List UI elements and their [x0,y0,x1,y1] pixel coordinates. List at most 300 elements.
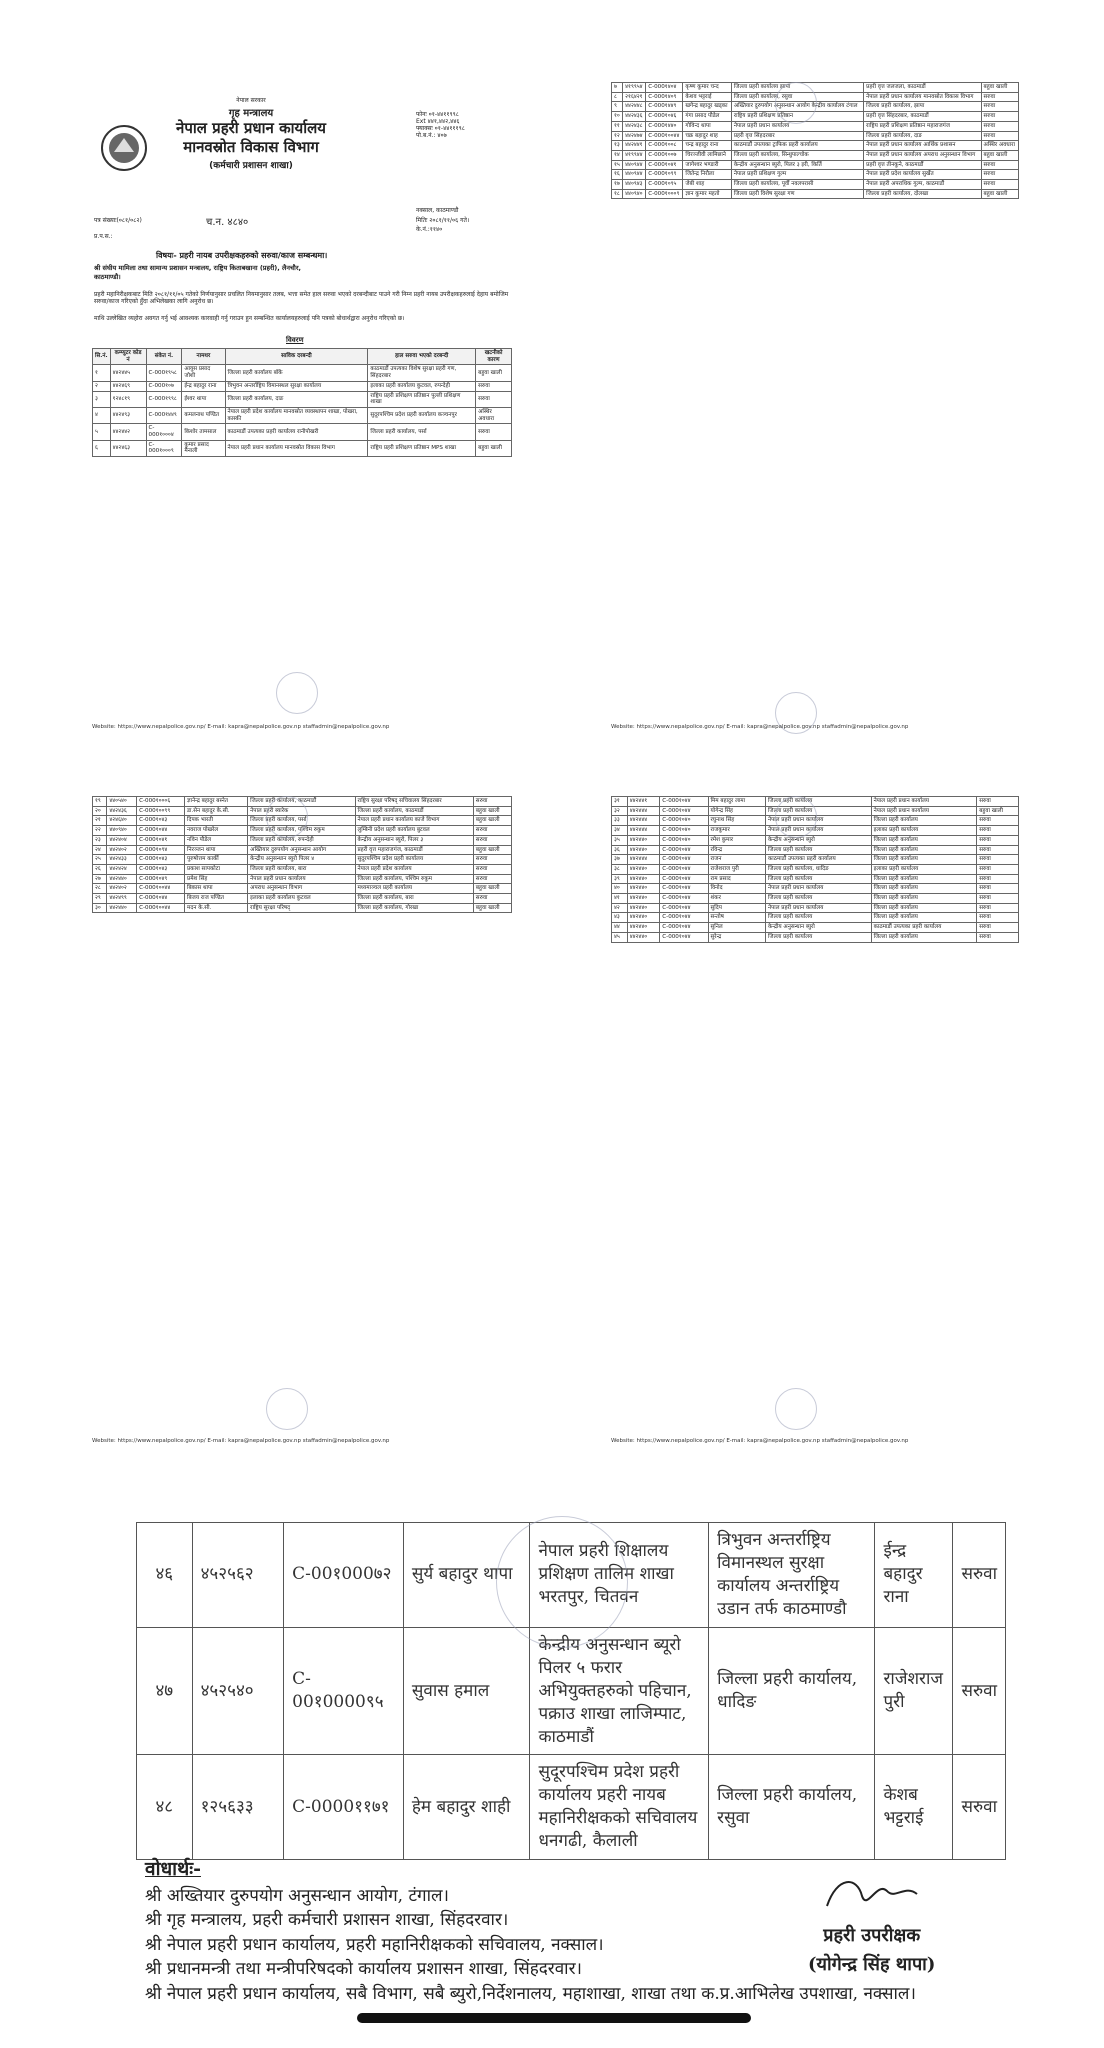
table-cell: C-000१०४४ [660,845,708,855]
table-cell: राजकुमार [708,826,765,836]
table-cell: सरुवा [977,894,1019,904]
table-cell: ४१९९४४ [623,150,646,160]
table-cell: नेपाल प्रहरी प्रधान कार्यालय [871,797,977,807]
table-cell: निरञ्जन थापा [185,845,248,855]
table-cell: मिम बहादुर लामा [708,797,765,807]
table-cell: ईन्द्र बहादुर राना [875,1523,953,1628]
table-cell: ४४ [612,923,628,933]
table-cell: चक्र बहादुर शाह [683,131,731,141]
page-footer: Website: https://www.nepalpolice.gov.np/ E-mail: kapra@nepalpolice.gov.np staffadmin@nepalpolice.gov.np [92,1438,390,1444]
table-cell: सरुवा [977,903,1019,913]
table-cell: सरुवा [473,874,511,884]
table-cell: C-000१०९९ [646,170,683,180]
table-cell: राष्ट्रिय प्रहरी प्रशिक्षण प्रतिष्ठान पुल्ली प्रशिक्षण शाखा [368,391,476,407]
table-cell: १२४८१९ [110,391,146,407]
table-cell: ४४०९४४ [623,160,646,170]
table-cell: कुमार प्रसाद मैनाली [182,440,225,456]
table-cell: C-000१००४४ [646,131,683,141]
table-row [612,189,1019,199]
table-cell: नेपाल प्रहरी प्रधान कार्यालय [765,903,871,913]
table-cell: जिल्ला प्रहरी कार्यालय [871,932,977,942]
table-cell: ज्ञानेन्द्र बहादुर बस्नेत [185,797,248,807]
office-stamp [266,796,308,838]
table-cell: केन्द्रीय अनुसन्धान ब्युरो पिलर ४ [248,855,355,865]
table-cell: २४ [93,845,107,855]
office-stamp [775,1388,817,1430]
table-cell: ४३ [612,913,628,923]
table-cell: C-000१०००९ [646,189,683,199]
table-cell: ४४२४२४ [107,864,137,874]
col-code: कम्प्युटर कोड नं [110,349,146,365]
table-row [612,150,1019,160]
table-cell: बहुवा खाली [473,816,511,826]
table-cell: जिल्ला प्रहरी कार्यालय, पूर्वी नवलपरासी [731,180,863,190]
table-cell: सरुवा [953,1755,1006,1860]
table-cell: खगेन्द्र बहादुर खड्का [683,102,731,112]
table-cell: C-000१४४९ [146,407,182,423]
table-cell: जिल्ला प्रहरी कार्यालय झापा [731,83,863,93]
table-cell: बहुवा खाली [476,440,512,456]
signatory-name: (योगेन्द्र सिंह थापा) [808,1953,936,1975]
table-row [612,826,1019,836]
table-cell: जिल्ला प्रहरी कार्यालय [871,913,977,923]
table-cell: सरुवा [473,894,511,904]
table-cell: बिजय राज पण्डित [185,894,248,904]
table-cell: ४५२५६२ [192,1523,284,1628]
table-cell: १२ [612,131,623,141]
department-name: मानवस्रोत विकास विभाग [183,138,319,157]
table-row [612,932,1019,942]
table-cell: बहुवा खाली [981,83,1019,93]
table-row [93,424,512,440]
table-cell: इलाका प्रहरी कार्यालय कुटवल, रुपन्देही [368,381,476,391]
table-cell: जिल्ला प्रहरी कार्यालय [765,932,871,942]
table-cell: ४४२४४० [627,894,660,904]
table-cell: १५ [612,160,623,170]
table-cell: सुदूरपश्चिम प्रदेश प्रहरी कार्यालय [355,855,473,865]
table-cell: राष्ट्रिय प्रहरी प्रशिक्षण प्रतिष्ठान MPS शाखा [368,440,476,456]
table-cell: ४४२४४४ [627,806,660,816]
table-cell: जिल्ला प्रहरी कार्यालय [765,913,871,923]
table-cell: २ [93,381,111,391]
table-cell: नेपाल प्रहरी ब्यारेक [248,806,355,816]
table-cell: काठमाडौं उपत्यका विशेष सुरक्षा प्रहरी गण, सिंहदरबार [368,365,476,381]
table-cell: नेपाल प्रहरी प्रधान कार्यालय आर्थिक प्रशासन [864,141,981,151]
table-cell: प्रहरी वृत्त तीनकुने, काठमाडौं [864,160,981,170]
table-row [93,884,512,894]
table-cell: सरुवा [977,923,1019,933]
table-cell: विनोद [708,884,765,894]
table-cell: राष्ट्रिय सुरक्षा परिषद् [248,903,355,913]
table-cell: जिल्ला प्रहरी कार्यालय [871,884,977,894]
table-cell: केन्द्रीय अनुसन्धान ब्युरो [765,923,871,933]
table-cell: सरुवा [977,845,1019,855]
table-cell: जिल्ला प्रहरी कार्यालय, धादिङ [765,864,871,874]
col-name: नामथर [182,349,225,365]
table-cell: जिल्ला प्रहरी कार्यालय [871,855,977,865]
table-cell: C-000१००९९ [137,806,185,816]
table-cell: C-000१०४० [660,816,708,826]
table-cell: C-000१०४४ [660,855,708,865]
table-cell: ३८ [612,864,628,874]
table-cell: C-000१०४४ [660,806,708,816]
date: मितिः २०८१/११/०६ गते। [416,217,470,224]
table-cell: C-000१४०४ [646,83,683,93]
cc-item: श्री नेपाल प्रहरी प्रधान कार्यालय, प्रहरी महानिरीक्षकको सचिवालय, नक्साल। [145,1934,604,1955]
table-cell: C-000१०४३ [137,855,185,865]
table-cell: १७ [612,180,623,190]
table-cell: ४४२४४१ [627,797,660,807]
page-3 [86,796,518,1456]
table-row [612,121,1019,131]
table-cell: ४४२४४० [627,903,660,913]
table-cell: सरुवा [476,381,512,391]
ministry-name: गृह मन्त्रालय [228,107,274,119]
table-cell: १२५६३३ [192,1755,284,1860]
table-cell: त्रिभुवन अन्तर्राष्ट्रिय विमानस्थल सुरक्षा कार्यालय [225,381,368,391]
table-cell: सुवास हमाल [403,1627,530,1755]
table-cell: ४४२४७४ [623,131,646,141]
table-cell: ४४०९४० [623,189,646,199]
table-cell: C-000१०४० [660,835,708,845]
table-cell: राष्ट्रिय प्रहरी प्रशिक्षण प्रतिष्ठान [731,112,863,122]
table-cell: नेपाल प्रहरी प्रधान कार्यालय [765,884,871,894]
table-cell: ४२ [612,903,628,913]
cc-list [145,1856,916,2007]
table-cell: चिरञ्जीवी लामिछाने [683,150,731,160]
list-title: विवरण [286,336,304,344]
table-cell: ४५ [612,932,628,942]
table-cell: सरुवा [977,913,1019,923]
table-cell: जिल्ला प्रहरी कार्यालय, दाङ [225,391,368,407]
table-cell: जिल्ला प्रहरी कार्यालय, रसुवा [709,1755,875,1860]
table-row [93,391,512,407]
table-row [612,874,1019,884]
table-row [93,855,512,865]
table-row [612,160,1019,170]
table-cell: नेपाल प्रहरी प्रधान कार्यालय [248,874,355,884]
gov-name: नेपाल सरकार [236,97,266,104]
table-cell: जिल्ला प्रहरी कार्यालय, दोलखा [864,189,981,199]
office-stamp [775,82,817,124]
table-cell: सरुवा [473,826,511,836]
table-cell: C-000१०४४ [660,884,708,894]
table-row [612,797,1019,807]
table-cell: जिल्ला प्रहरी कार्यालय, सिन्धुपाल्चोक [731,150,863,160]
table-cell: ४६ [137,1523,193,1628]
table-cell: C-000१४४० [646,121,683,131]
table-row [612,835,1019,845]
table-cell: सरुवा [953,1627,1006,1755]
table-row [612,83,1019,93]
table-cell: ४४२४४४ [627,826,660,836]
table-cell: जिल्ला प्रहरी कार्यालय [871,816,977,826]
table-cell: सरुवा [981,180,1019,190]
table-cell: लुम्बिनी प्रदेश प्रहरी कार्यालय बुटवल [355,826,473,836]
table-cell: ४४२४४८ [623,102,646,112]
phone: फोनः ०१-४४११९९८ [416,111,459,118]
table-cell: सरुवा [981,170,1019,180]
table-cell: जिल्ला प्रहरी कार्यालय, काठमाडौं [355,806,473,816]
table-cell: जितेन्द्र निरौला [683,170,731,180]
table-row [93,365,512,381]
table-cell: आयुस प्रसाद जोशी [182,365,225,381]
table-cell: जिल्ला प्रहरी कार्यालय, पर्सा [368,424,476,440]
table-cell: ४४०५४० [107,797,137,807]
office-stamp [496,1516,628,1648]
table-cell: चन्द्र बहादुर राना [683,141,731,151]
table-cell: ४४२४०२ [107,845,137,855]
cc-item: श्री नेपाल प्रहरी प्रधान कार्यालय, सबै विभाग, सबै ब्युरो,निर्देशनालय, महाशाखा, शाखा तथा क.प्र.आभिलेख उपशाखा, नक्साल। [145,1984,916,2005]
table-cell: जिल्ला प्रहरी कार्यालय [871,835,977,845]
signature-scribble-icon [817,1876,927,1912]
table-cell: १९ [93,797,107,807]
table-cell: २८ [93,884,107,894]
table-cell: ४४२४४४ [627,855,660,865]
table-cell: ३३ [612,816,628,826]
table-cell: सरुवा [473,835,511,845]
table-cell: २१ [93,816,107,826]
table-cell: ४४२४४० [627,923,660,933]
table-row [93,864,512,874]
table-cell: C-000१०४४ [660,894,708,904]
table-cell: ४४०९४४ [623,170,646,180]
table-cell: सरुवा [977,932,1019,942]
table-cell: प्रहरी वृत्त सिंहदरबार, काठमाडौं [864,112,981,122]
table-cell: नेपाल प्रहरी प्रधान कार्यालय मानवस्रोत विकास विभाग [225,440,368,456]
table-cell: २६ [93,864,107,874]
table-cell: जिल्ला प्रहरी कार्यालय, रुपन्देही [248,835,355,845]
file-ref: के.नं.:११४० [416,226,443,233]
place: नक्साल, काठमाण्डौ [416,207,459,214]
table-cell: इलाका प्रहरी कार्यालय [871,864,977,874]
table-cell: २१६४२१ [623,92,646,102]
table-cell: जिल्ला प्रहरी कार्यालय, पर्सा [248,816,355,826]
table-cell: सरुवा [977,874,1019,884]
table-cell: नेपाल प्रहरी प्रदेश कार्यालय मानवस्रोत व्यवस्थापन शाखा, पोखरा, कास्की [225,407,368,423]
table-cell: जिल्ला प्रहरी कार्यालय, गोरखा [355,903,473,913]
table-cell: नेपाल प्रहरी प्रशिक्षण गुल्म [731,170,863,180]
table-cell: केशब भट्टराई [875,1755,953,1860]
table-row [93,835,512,845]
pra-ps: प्र.प.स.: [94,233,113,240]
table-cell: ४४२४४० [627,864,660,874]
table-cell: सुदिप [708,903,765,913]
table-cell: ४ [93,407,111,423]
table-row [612,845,1019,855]
table-cell: योगेन्द्र सिंह [708,806,765,816]
table-cell: गोविन्द थापा [683,121,731,131]
table-cell: नेपाल प्रहरी शिक्षालय प्रशिक्षण तालिम शाखा भरतपुर, चितवन [530,1523,709,1628]
table-cell: जिल्ला प्रहरी कार्यालय, धादिङ [709,1627,875,1755]
page-1 [86,82,518,742]
table-row [93,381,512,391]
table-cell: ४४०९४३ [623,180,646,190]
table-cell: कृष्ण कुमार चन्द [683,83,731,93]
table-cell: केन्द्रीय अनुसन्धान ब्युरो, पिलर ३ इरी, किर्ति [731,160,863,170]
table-cell: ४४२४४० [627,845,660,855]
table-cell: राजेशराज पुरी [708,864,765,874]
table-cell: अख्तियार दुरुपयोग अनुसन्धान आयोग [248,845,355,855]
table-cell: जिल्ला प्रहरी कार्यालय, बारा [355,894,473,904]
table-cell: २७ [93,874,107,884]
dispatch-number: च.न. ४८४० [206,217,249,228]
table-cell: केशव भट्टराई [683,92,731,102]
signatory-title: प्रहरी उपरीक्षक [823,1924,921,1946]
table-cell: C-000१०४४ [137,894,185,904]
table-cell: ४२४६४० [107,816,137,826]
table-cell: ४४२४३८ [623,121,646,131]
table-cell: C-000१०४४ [137,826,185,836]
col-current: हाल सरुवा भएको दरबन्दी [368,349,476,365]
table-cell: अख्तियार दुरुपयोग अनुसन्धान आयोग केन्द्रीय कार्यालय टंगाल [731,102,863,112]
table-cell: बहुवा खाली [981,189,1019,199]
table-cell: ४४२४४२ [110,424,146,440]
page-footer: Website: https://www.nepalpolice.gov.np/ E-mail: kapra@nepalpolice.gov.np staffadmin@nepalpolice.gov.np [92,724,390,730]
table-cell: C-000१०४३ [137,864,185,874]
table-cell: किशोर तामसाल [182,424,225,440]
table-cell: सुरेन्द्र [708,932,765,942]
home-indicator[interactable] [357,2013,751,2023]
table-cell: सुदूरपश्चिम प्रदेश प्रहरी कार्यालय प्रहरी नायब महानिरीक्षकको सचिवालय धनगढी, कैलाली [530,1755,709,1860]
table-cell: हेम बहादुर शाही [403,1755,530,1860]
table-cell: प्रमेश सिंह [185,874,248,884]
table-cell: १४ [612,150,623,160]
table-cell: C-000१०००४ [146,424,182,440]
table-cell: २३ [93,835,107,845]
table-cell: २२ [93,826,107,836]
table-cell: जिल्ला प्रहरी कार्यालय [765,797,871,807]
table-cell: नेपाल प्रहरी प्रदेश कार्यालय [355,864,473,874]
table-cell: C-0000११७१ [284,1755,404,1860]
table-cell: सरुवा [473,797,511,807]
table-cell: सरुवा [977,797,1019,807]
table-cell: अस्थिर अवधारा [981,141,1019,151]
body-paragraph-2: माथि उल्लेखित व्यहोरा अवगत गर्नु भई आवश्यक कारवाही गर्नु गराउन हुन सम्बन्धित कार्यालयहरुलाई पनि पत्रको बोधार्थद्वारा अनुरोध गरिएको छ। [94,315,405,322]
table-cell: प्रहरी वृत्त सिंहदरबार [731,131,863,141]
table-cell: सरुवा [977,855,1019,865]
table-cell: ४४२४०४ [107,835,137,845]
table-cell: जिल्ला प्रहरी कार्यालय [871,845,977,855]
table-cell: सरुवा [981,102,1019,112]
table-cell: १६ [612,170,623,180]
table-cell: ४४२४४० [627,874,660,884]
table-cell: C-000१९९८ [146,391,182,407]
table-header-row [93,349,512,365]
table-cell: ४४२४६३ [110,440,146,456]
table-cell: C-000१०००९ [146,440,182,456]
table-cell: C-000१००७ [646,150,683,160]
table-cell: प्रकाश सापकोटा [185,864,248,874]
table-cell: काठमाडौं उपत्यका प्रहरी कार्यालय [765,855,871,865]
table-cell: ४४२४४४ [627,816,660,826]
table-cell: केन्द्रीय अनुसन्धान ब्युरो, पिलर ३ [355,835,473,845]
table-cell: ५ [93,424,111,440]
table-cell: काठमाडौं उपत्यका प्रहरी कार्यालय [871,923,977,933]
cc-item: श्री प्रधानमन्त्री तथा मन्त्रीपरिषदको कार्यालय प्रशासन शाखा, सिंहदरवार। [145,1959,582,1980]
contact-block [416,112,516,140]
table-cell: काठमाडौं उपत्यका ट्राफिक प्रहरी कार्यालय [731,141,863,151]
table-cell: C-000१००८ [646,141,683,151]
office-stamp [775,796,817,838]
table-row [612,180,1019,190]
zoomed-table-section [136,1522,1006,1860]
table-cell: २९ [93,894,107,904]
table-cell: जिल्ला प्रहरी कार्यालय [871,874,977,884]
table-cell: सरुवा [473,855,511,865]
table-cell: जिल्ला प्रहरी कार्यालय, पश्चिम रुकुम [355,874,473,884]
table-cell: जेबी शाह [683,180,731,190]
table-cell: C-000१०४० [660,826,708,836]
transfer-table-page-1 [92,348,512,457]
fax: फ्याक्सः ०१-४४१११९८ [416,124,465,132]
table-cell: ४४२४४० [627,932,660,942]
table-cell: इलाका प्रहरी कार्यालय कुटवल [248,894,355,904]
table-cell: दिपक भारती [185,816,248,826]
table-cell: ४४२४३३ [107,855,137,865]
cc-heading: वोधार्थः- [145,1858,201,1880]
table-cell: ३२ [612,806,628,816]
table-cell: इलाका प्रहरी कार्यालय [871,826,977,836]
table-cell: मदन के.सी. [185,903,248,913]
table-cell: C-000१०४४ [660,797,708,807]
table-row [612,131,1019,141]
table-cell: राम प्रसाद [708,874,765,884]
table-cell: रविन्द्र [708,845,765,855]
page-2 [605,82,1025,742]
table-cell: मध्यमाञ्चल प्रहरी कार्यालय [355,884,473,894]
table-cell: C-000१००४४ [137,884,185,894]
table-cell: सरुवा [977,816,1019,826]
table-cell: जिल्ला प्रहरी कार्यालय बाँके [225,365,368,381]
table-cell: जिल्ला प्रहरी कार्यालय [765,845,871,855]
col-sn: सि.नं. [93,349,111,365]
table-row [93,874,512,884]
table-cell: राजन [708,855,765,865]
table-cell: जिल्ला प्रहरी कार्यालय [765,874,871,884]
table-cell: जिल्ला प्रहरी कार्यालय [765,806,871,816]
table-cell: ४१९९५४ [623,83,646,93]
table-cell: ३५ [612,835,628,845]
table-cell: ७ [612,83,623,93]
table-cell: १३ [612,141,623,151]
table-cell: ४७ [137,1627,193,1755]
table-cell: जिल्ला प्रहरी कार्यालय [765,894,871,904]
table-cell: २० [93,806,107,816]
table-cell: ४४२४४५ [110,365,146,381]
ext: Ext ४४१,४४२,४४६ [416,117,460,125]
table-cell: ४५२५४० [192,1627,284,1755]
table-row [612,855,1019,865]
table-cell: नेपाल प्रहरी प्रधान कार्यालय [765,816,871,826]
table-cell: जिल्ला प्रहरी कार्यालय, काठमाडौं [248,797,355,807]
office-stamp [266,1388,308,1430]
cc-item: श्री गृह मन्त्रालय, प्रहरी कर्मचारी प्रशासन शाखा, सिंहदरवार। [145,1910,509,1931]
table-cell: ४८ [137,1755,193,1860]
table-cell: केन्द्रीय अनुसन्धान ब्यूरो पिलर ५ फरार अभियुक्तहरुको पहिचान, पक्राउ शाखा लाजिम्पाट, काठमाडौं [530,1627,709,1755]
table-row [93,845,512,855]
table-cell: बहुवा खाली [473,845,511,855]
table-cell: सुदूरपश्चिम प्रदेश प्रहरी कार्यालय कञ्चनपुर [368,407,476,423]
table-row [612,864,1019,874]
table-cell: बहुवा खाली [977,806,1019,816]
table-cell: पुरुषोत्तम कार्की [185,855,248,865]
police-emblem-icon [100,124,148,172]
table-row [93,407,512,423]
table-cell: C-000१०४४ [660,903,708,913]
table-cell: C-000१४४९ [646,102,683,112]
table-cell: ४४२४०२ [107,884,137,894]
